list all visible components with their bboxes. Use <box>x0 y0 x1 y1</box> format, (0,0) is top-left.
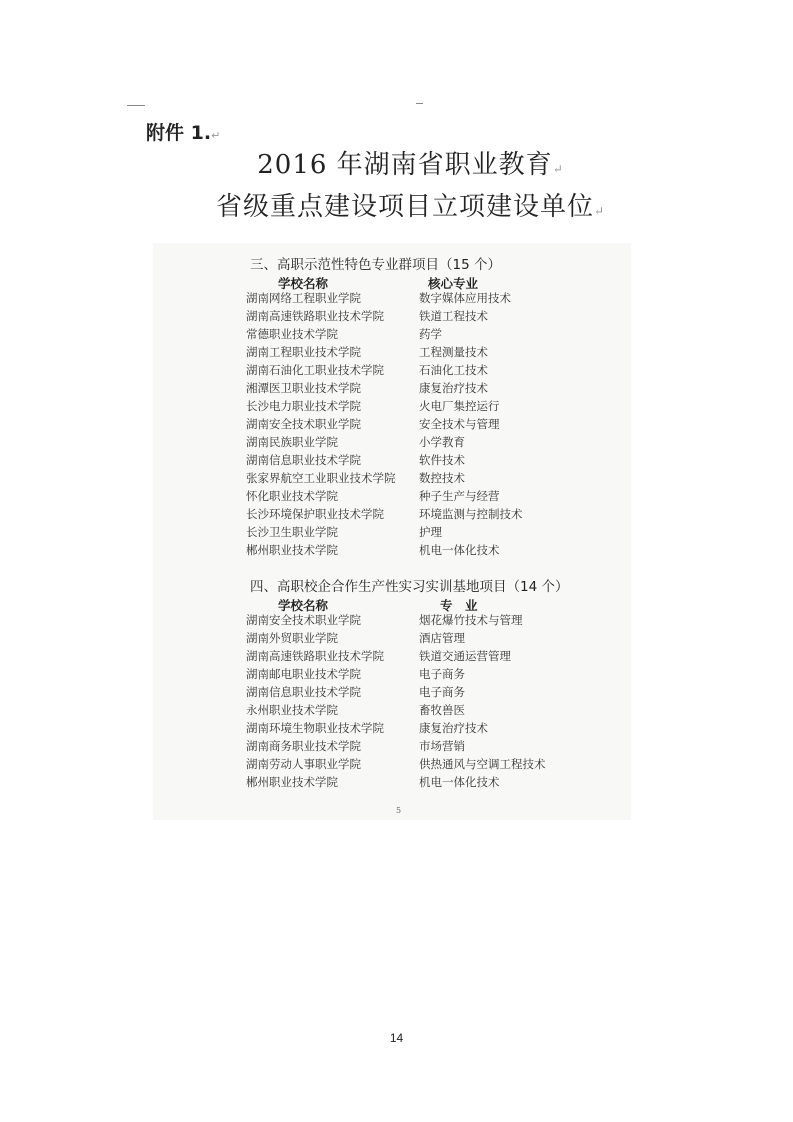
school-name: 湘潭医卫职业技术学院 <box>246 381 361 395</box>
school-name: 湖南民族职业学院 <box>246 435 338 449</box>
school-name: 湖南信息职业技术学院 <box>246 453 361 467</box>
major-name: 供热通风与空调工程技术 <box>419 757 546 771</box>
section-3-heading: 三、高职示范性特色专业群项目（15 个） <box>250 257 501 273</box>
school-name: 湖南外贸职业学院 <box>246 631 338 645</box>
table-row <box>153 684 631 702</box>
scanned-page <box>153 243 631 820</box>
major-name: 市场营销 <box>419 739 465 753</box>
table-row <box>153 666 631 684</box>
table-row <box>153 774 631 792</box>
table-row <box>153 416 631 434</box>
major-name: 电子商务 <box>419 685 465 699</box>
title-line-1: 2016 年湖南省职业教育↵ <box>257 150 563 180</box>
major-name: 软件技术 <box>419 453 465 467</box>
major-name: 数字媒体应用技术 <box>419 291 511 305</box>
major-name: 数控技术 <box>419 471 465 485</box>
school-name: 常德职业技术学院 <box>246 327 338 341</box>
major-name: 种子生产与经营 <box>419 489 500 503</box>
scan-page-number: 5 <box>396 806 402 815</box>
section-3-school-header: 学校名称 <box>278 276 329 291</box>
school-name: 湖南环境生物职业技术学院 <box>246 721 384 735</box>
header-mark-left <box>127 105 145 106</box>
table-row <box>153 290 631 308</box>
major-name: 护理 <box>419 525 442 539</box>
school-name: 湖南网络工程职业学院 <box>246 291 361 305</box>
major-name: 畜牧兽医 <box>419 703 465 717</box>
school-name: 湖南商务职业技术学院 <box>246 739 361 753</box>
major-name: 康复治疗技术 <box>419 721 488 735</box>
section-4-school-header: 学校名称 <box>278 598 329 613</box>
school-name: 长沙电力职业技术学院 <box>246 399 361 413</box>
table-row <box>153 506 631 524</box>
major-name: 铁道交通运营管理 <box>419 649 511 663</box>
major-name: 铁道工程技术 <box>419 309 488 323</box>
major-name: 安全技术与管理 <box>419 417 500 431</box>
major-name: 烟花爆竹技术与管理 <box>419 613 523 627</box>
school-name: 永州职业技术学院 <box>246 703 338 717</box>
school-name: 长沙卫生职业学院 <box>246 525 338 539</box>
section-3-major-header: 核心专业 <box>428 276 479 291</box>
school-name: 湖南高速铁路职业技术学院 <box>246 309 384 323</box>
school-name: 怀化职业技术学院 <box>246 489 338 503</box>
school-name: 湖南工程职业技术学院 <box>246 345 361 359</box>
school-name: 湖南石油化工职业技术学院 <box>246 363 384 377</box>
table-row <box>153 720 631 738</box>
school-name: 张家界航空工业职业技术学院 <box>246 471 396 485</box>
table-row <box>153 398 631 416</box>
major-name: 火电厂集控运行 <box>419 399 500 413</box>
table-row <box>153 612 631 630</box>
table-row <box>153 434 631 452</box>
return-mark: ↵ <box>593 204 605 218</box>
table-row <box>153 326 631 344</box>
major-name: 环境监测与控制技术 <box>419 507 523 521</box>
school-name: 郴州职业技术学院 <box>246 775 338 789</box>
school-name: 湖南信息职业技术学院 <box>246 685 361 699</box>
major-name: 酒店管理 <box>419 631 465 645</box>
return-mark: ↵ <box>211 129 221 142</box>
table-row <box>153 524 631 542</box>
major-name: 药学 <box>419 327 442 341</box>
school-name: 湖南邮电职业技术学院 <box>246 667 361 681</box>
major-name: 电子商务 <box>419 667 465 681</box>
table-row <box>153 470 631 488</box>
major-name: 机电一体化技术 <box>419 775 500 789</box>
major-name: 机电一体化技术 <box>419 543 500 557</box>
return-mark: ↵ <box>552 162 563 176</box>
table-row <box>153 344 631 362</box>
school-name: 长沙环境保护职业技术学院 <box>246 507 384 521</box>
header-mark-center <box>416 103 423 104</box>
major-name: 小学教育 <box>419 435 465 449</box>
page-number: 14 <box>389 1031 404 1045</box>
table-row <box>153 308 631 326</box>
title-line-2: 省级重点建设项目立项建设单位↵ <box>215 192 605 222</box>
table-row <box>153 452 631 470</box>
table-row <box>153 756 631 774</box>
major-name: 石油化工技术 <box>419 363 488 377</box>
major-name: 康复治疗技术 <box>419 381 488 395</box>
table-row <box>153 362 631 380</box>
school-name: 郴州职业技术学院 <box>246 543 338 557</box>
major-name: 工程测量技术 <box>419 345 488 359</box>
section-4-heading: 四、高职校企合作生产性实习实训基地项目（14 个） <box>250 579 569 595</box>
table-row <box>153 380 631 398</box>
table-row <box>153 648 631 666</box>
school-name: 湖南劳动人事职业学院 <box>246 757 361 771</box>
table-row <box>153 630 631 648</box>
section-4-major-header: 专 业 <box>440 598 478 613</box>
attachment-label: 附件 1.↵ <box>146 122 221 144</box>
table-row <box>153 702 631 720</box>
school-name: 湖南高速铁路职业技术学院 <box>246 649 384 663</box>
school-name: 湖南安全技术职业学院 <box>246 613 361 627</box>
table-row <box>153 738 631 756</box>
table-row <box>153 488 631 506</box>
school-name: 湖南安全技术职业学院 <box>246 417 361 431</box>
table-row <box>153 542 631 560</box>
